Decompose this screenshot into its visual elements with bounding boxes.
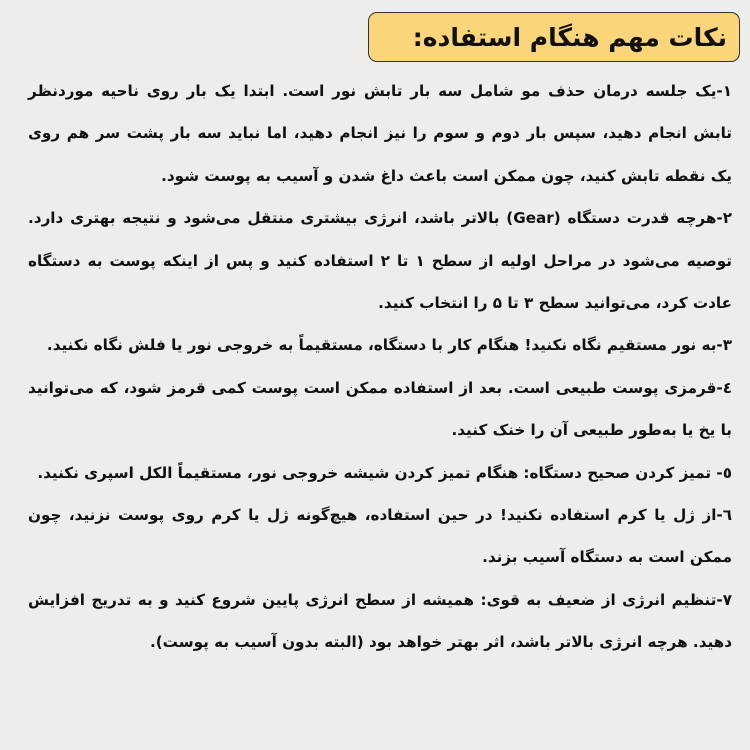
tip-item-4: ٤-قرمزی پوست طبیعی است. بعد از استفاده ممکن است پوست کمی قرمز شود، که می‌توانید با یخ یا به‌طور طبیعی آن را خنک کنید. [28, 378, 732, 440]
tip-item-1: ۱-یک جلسه درمان حذف مو شامل سه بار تابش نور است. ابتدا یک بار روی ناحیه موردنظر تابش انجام دهید، سپس بار دوم و سوم را نیز انجام دهید، اما نباید سه بار پشت سر هم روی یک نقطه تابش کنید، چون ممکن است باعث داغ شدن و آسیب به پوست شود. [28, 82, 732, 185]
tip-item-2: ۲-هرچه قدرت دستگاه (Gear) بالاتر باشد، انرژی بیشتری منتقل می‌شود و نتیجه بهتری دارد. توصیه می‌شود در مراحل اولیه از سطح ۱ تا ۲ استفاده کنید و پس از اینکه پوست به دستگاه عادت کرد، می‌توانید سطح ۳ تا ۵ را انتخاب کنید. [28, 209, 733, 313]
tip-item-3: ۳-به نور مستقیم نگاه نکنید! هنگام کار با دستگاه، مستقیماً به خروجی نور یا فلش نگاه نکنید. [46, 336, 732, 355]
tip-item-7: ۷-تنظیم انرژی از ضعیف به قوی: همیشه از سطح انرژی پایین شروع کنید و به تدریج افزایش دهید. هرچه انرژی بالاتر باشد، اثر بهتر خواهد بود (البته بدون آسیب به پوست). [28, 590, 732, 652]
title-banner [368, 12, 740, 62]
page-title: نکات مهم هنگام استفاده: [412, 22, 727, 52]
tip-item-6: ٦-از ژل یا کرم استفاده نکنید! در حین استفاده، هیچ‌گونه ژل یا کرم روی پوست نزنید، چون ممکن است به دستگاه آسیب بزند. [28, 506, 732, 567]
tip-item-5: ٥- تمیز کردن صحیح دستگاه: هنگام تمیز کردن شیشه خروجی نور، مستقیماً الکل اسپری نکنید. [37, 463, 732, 482]
tips-list [28, 70, 732, 664]
